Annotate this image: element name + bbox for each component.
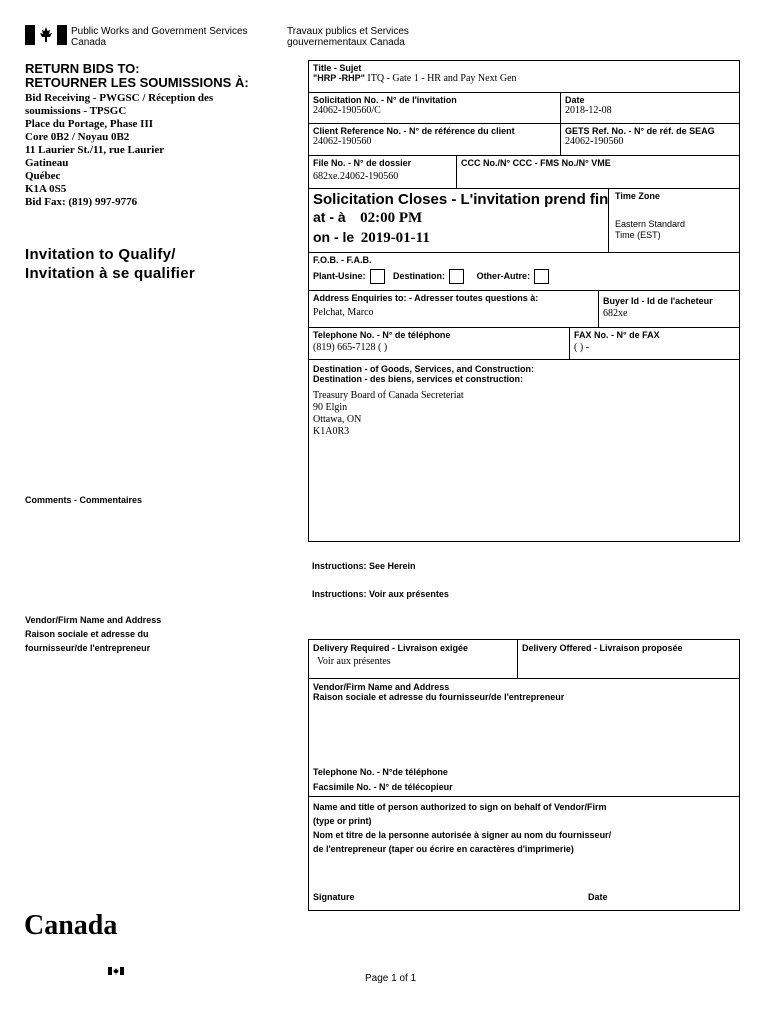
authorized-person-label-fr: Nom et titre de la personne autorisée à signer au nom du fournisseur/: [313, 830, 612, 840]
timezone-label: Time Zone: [615, 191, 660, 201]
buyer-value: 682xe: [603, 308, 628, 319]
ccc-label: CCC No./N° CCC - FMS No./N° VME: [461, 158, 611, 168]
vendor-fax-label: Facsimile No. - N° de télécopieur: [313, 782, 453, 792]
fax-label: FAX No. - N° de FAX: [574, 330, 660, 340]
delivery-offered-label: Delivery Offered - Livraison proposée: [522, 643, 683, 653]
dept-name-en-line2: Canada: [71, 37, 107, 48]
vendor-telephone-label: Telephone No. - N°de téléphone: [313, 767, 448, 777]
vendor-left-label-1: Vendor/Firm Name and Address: [25, 615, 162, 625]
delivery-required-label: Delivery Required - Livraison exigée: [313, 643, 469, 653]
destination-goods-label-fr: Destination - des biens, services et construction:: [313, 374, 524, 384]
other-checkbox[interactable]: [534, 269, 549, 284]
return-address: [25, 92, 213, 209]
client-ref-label: Client Reference No. - N° de référence du client: [313, 126, 515, 136]
destination-line: 90 Elgin: [313, 402, 348, 413]
file-value: 682xe.24062-190560: [313, 171, 399, 182]
page-number: Page 1 of 1: [365, 973, 417, 984]
timezone-value-2: Time (EST): [615, 230, 661, 240]
destination-address: [313, 390, 534, 438]
destination-label: Destination:: [393, 270, 446, 281]
return-address-line: Core 0B2 / Noyau 0B2: [25, 131, 130, 143]
closes-title: Solicitation Closes - L'invitation prend fin: [313, 191, 609, 208]
dept-name-en-line1: Public Works and Government Services: [71, 26, 248, 37]
date-value: 2018-12-08: [565, 105, 612, 116]
return-address-line: Québec: [25, 170, 61, 182]
return-address-line: soumissions - TPSGC: [25, 105, 127, 117]
title-value: ITQ - Gate 1 - HR and Pay Next Gen: [364, 73, 517, 84]
destination-goods-label: Destination - of Goods, Services, and Construction:: [313, 364, 535, 374]
title-label: Title - Sujet: [313, 63, 362, 73]
authorized-person-label-fr-2: de l'entrepreneur (taper ou écrire en caractères d'imprimerie): [313, 844, 574, 854]
enquiries-label: Address Enquiries to: - Adresser toutes questions à:: [313, 293, 539, 303]
enquiries-value: Pelchat, Marco: [313, 307, 374, 318]
vendor-name-label: Vendor/Firm Name and Address: [313, 682, 450, 692]
other-label: Other-Autre:: [476, 270, 531, 281]
dept-name-fr-line1: Travaux publics et Services: [287, 26, 409, 37]
fob-label: F.O.B. - F.A.B.: [313, 255, 372, 265]
destination-line: Ottawa, ON: [313, 414, 362, 425]
canada-flag-icon: [25, 25, 67, 45]
authorized-person-label: Name and title of person authorized to sign on behalf of Vendor/Firm: [313, 802, 607, 812]
authorized-person-label-2: (type or print): [313, 816, 372, 826]
destination-checkbox[interactable]: [449, 269, 464, 284]
destination-line: K1A0R3: [313, 426, 350, 437]
destination-line: Treasury Board of Canada Secreteriat: [313, 390, 464, 401]
small-flag-icon: [108, 962, 124, 970]
return-address-line: K1A 0S5: [25, 183, 67, 195]
closes-time: 02:00 PM: [360, 210, 423, 226]
comments-label: Comments - Commentaires: [25, 495, 143, 505]
signature-label: Signature: [313, 892, 355, 902]
gets-value: 24062-190560: [565, 136, 624, 147]
date-label: Date: [565, 95, 585, 105]
vendor-name-label-fr: Raison sociale et adresse du fournisseur/de l'entrepreneur: [313, 692, 565, 702]
return-address-line: Bid Receiving - PWGSC / Réception des: [25, 92, 214, 104]
instructions-en: Instructions: See Herein: [312, 561, 416, 571]
solicitation-label: Solicitation No. - N° de l'invitation: [313, 95, 457, 105]
closes-on-label: on - le: [313, 229, 355, 245]
client-ref-value: 24062-190560: [313, 136, 372, 147]
return-address-line: Place du Portage, Phase III: [25, 118, 154, 130]
invitation-title-fr: Invitation à se qualifier: [25, 265, 196, 282]
file-label: File No. - N° de dossier: [313, 158, 412, 168]
signature-date-label: Date: [588, 892, 608, 902]
closes-at-label: at - à: [313, 209, 346, 225]
plant-label: Plant-Usine:: [313, 270, 366, 281]
return-address-line: 11 Laurier St./11, rue Laurier: [25, 144, 165, 156]
return-address-line: Gatineau: [25, 157, 69, 169]
invitation-title-en: Invitation to Qualify/: [25, 246, 176, 263]
dept-name-fr-line2: gouvernementaux Canada: [287, 37, 405, 48]
telephone-label: Telephone No. - N° de téléphone: [313, 330, 451, 340]
gets-label: GETS Ref. No. - N° de réf. de SEAG: [565, 126, 715, 136]
buyer-label: Buyer Id - Id de l'acheteur: [603, 296, 713, 306]
timezone-value: Eastern Standard: [615, 219, 686, 229]
bid-fax: Bid Fax: (819) 997-9776: [25, 196, 138, 208]
return-bids-title: RETURN BIDS TO:: [25, 61, 140, 76]
instructions-fr: Instructions: Voir aux présentes: [312, 589, 449, 599]
return-bids-title-fr: RETOURNER LES SOUMISSIONS À:: [25, 75, 249, 90]
closes-date: 2019-01-11: [360, 230, 430, 246]
vendor-left-label-3: fournisseur/de l'entrepreneur: [25, 643, 151, 653]
vendor-left-label-2: Raison sociale et adresse du: [25, 629, 149, 639]
fax-value: ( ) -: [574, 342, 589, 353]
telephone-value: (819) 665-7128 ( ): [313, 342, 388, 353]
plant-checkbox[interactable]: [370, 269, 385, 284]
canada-wordmark: Canada: [24, 910, 118, 941]
delivery-required-value: Voir aux présentes: [317, 656, 391, 667]
title-prefix: "HRP -RHP": [313, 73, 365, 83]
solicitation-value: 24062-190560/C: [313, 105, 381, 116]
